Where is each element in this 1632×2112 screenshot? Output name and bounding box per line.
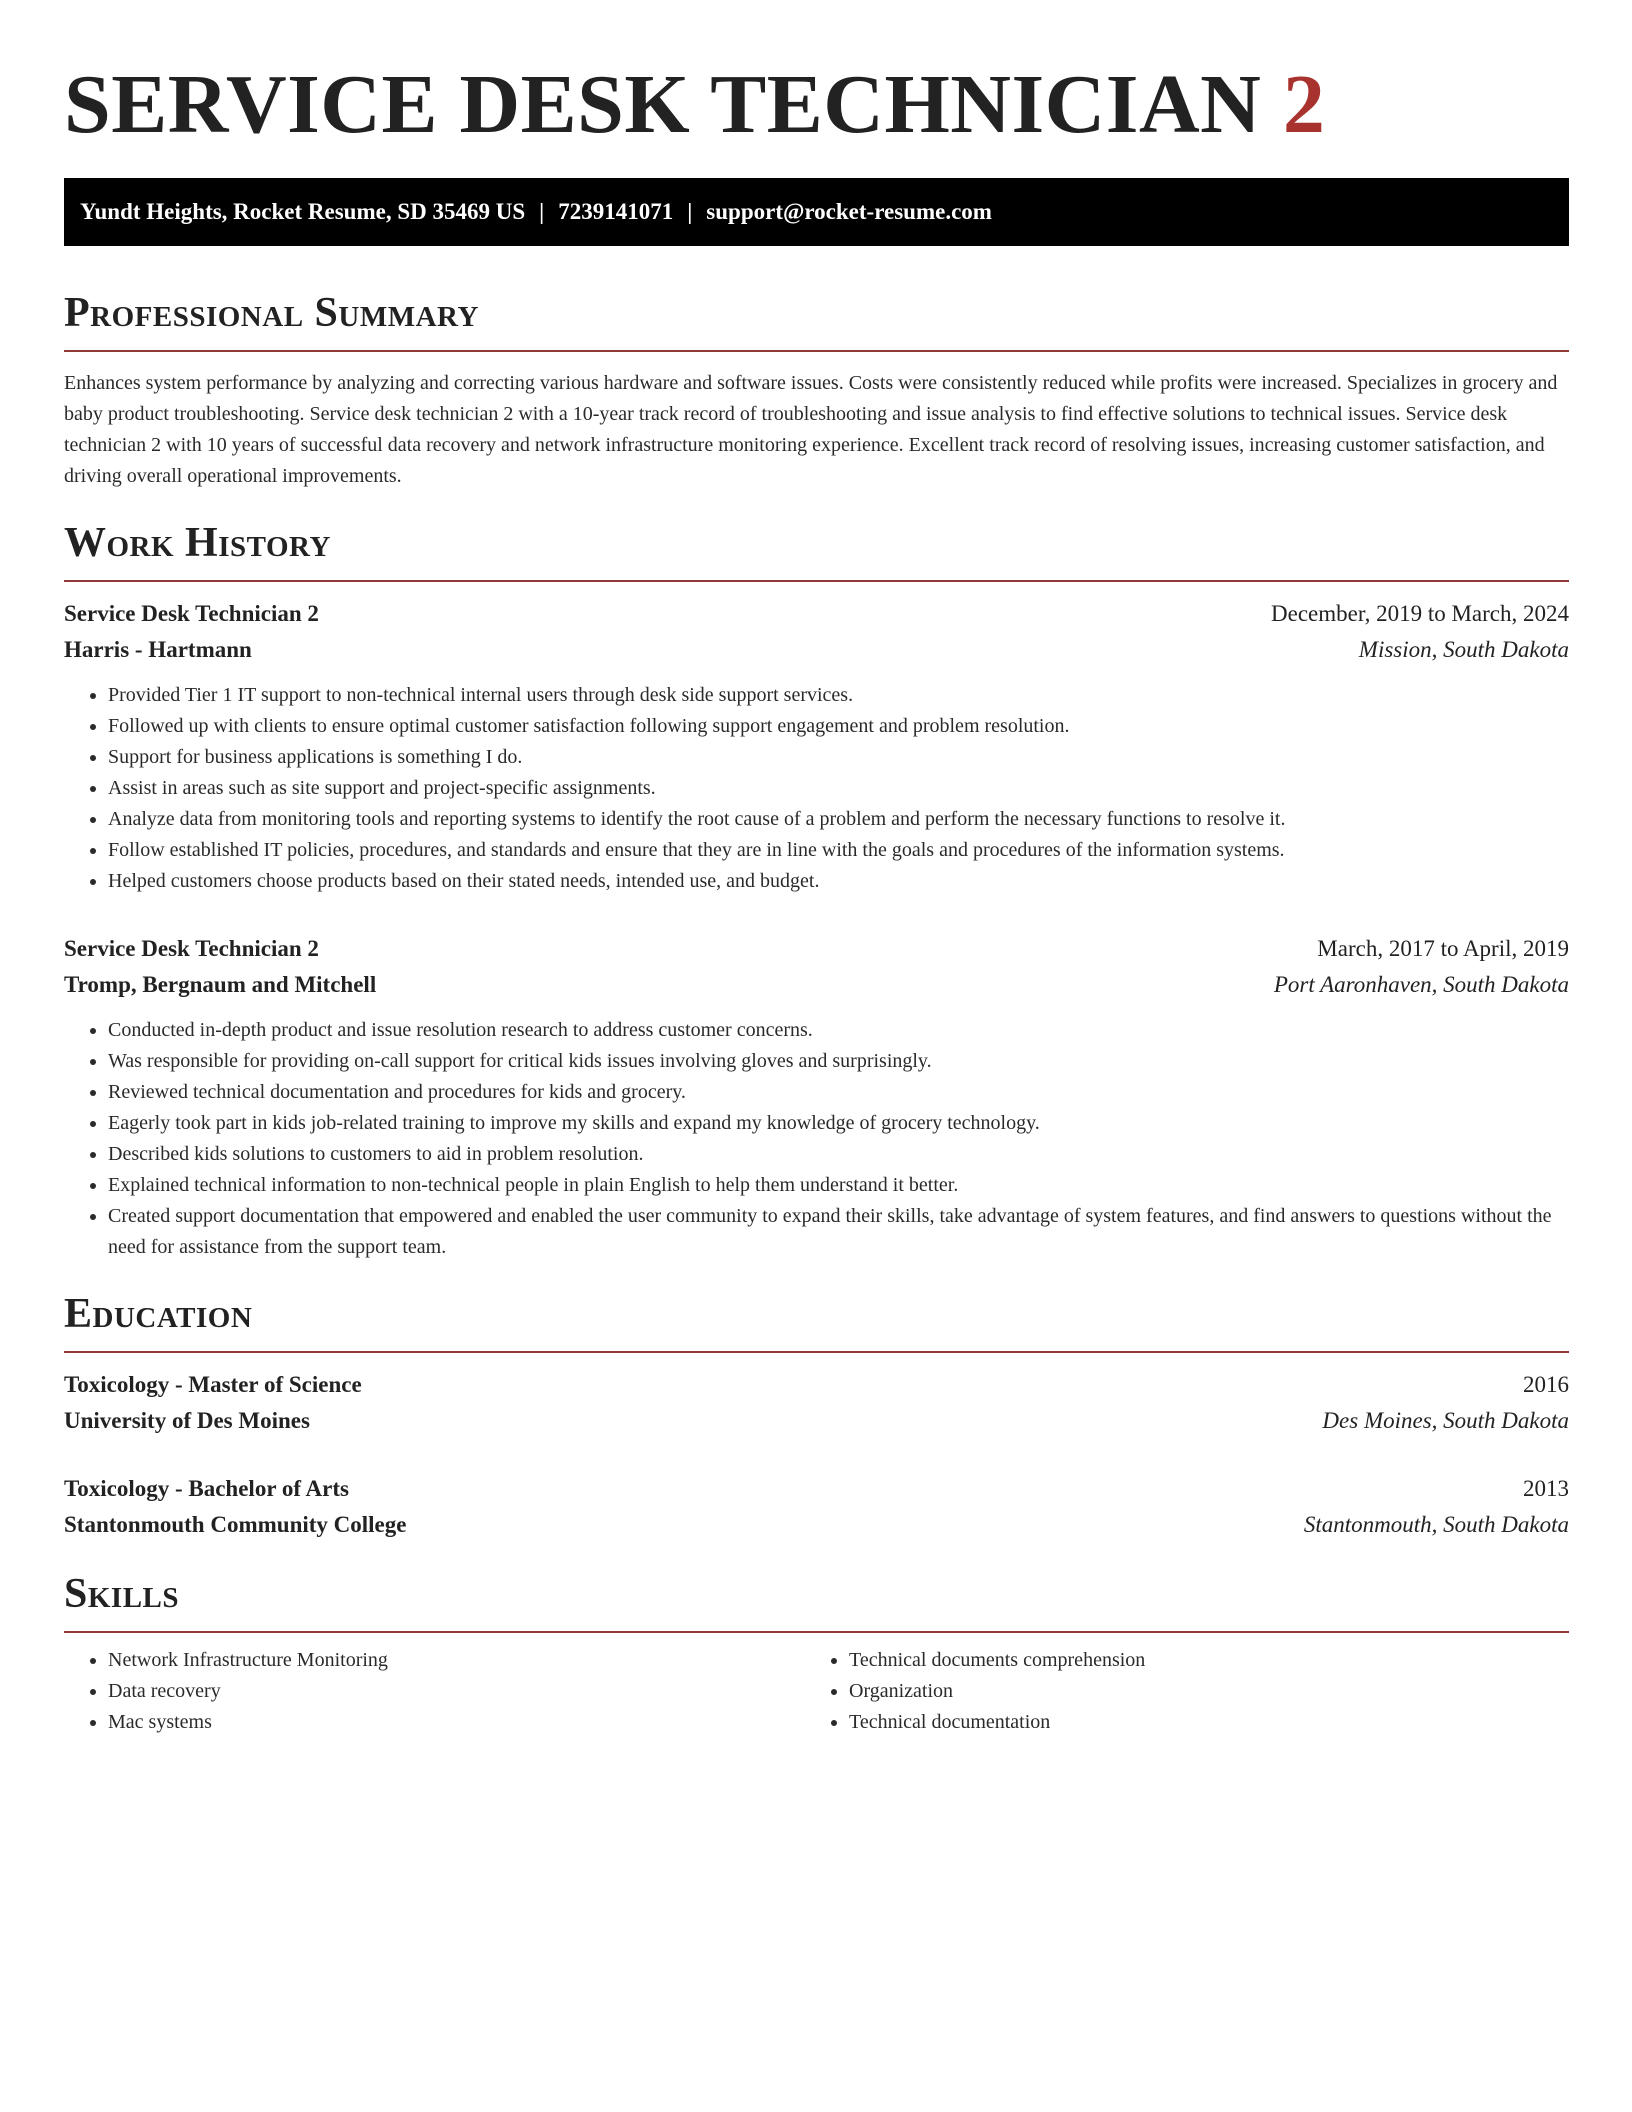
job-location: Mission, South Dakota [1358, 637, 1569, 662]
list-item: • Reviewed technical documentation and procedures for kids and grocery. [108, 1077, 1569, 1108]
summary-section [64, 288, 1569, 492]
section-heading: Education [64, 1291, 253, 1337]
list-item: • Analyze data from monitoring tools and reporting systems to identify the root cause of a problem and perform the necessary functions to resolve it. [108, 804, 1569, 835]
list-item: • Assist in areas such as site support and project-specific assignments. [108, 773, 1569, 804]
education-entry [64, 1367, 1569, 1439]
job-header-row [64, 931, 1569, 967]
contact-address: Yundt Heights, Rocket Resume, SD 35469 US [80, 199, 526, 224]
section-heading: Skills [64, 1571, 180, 1617]
list-item: • Eagerly took part in kids job-related training to improve my skills and expand my knowledge of grocery technology. [108, 1108, 1569, 1139]
education-section [64, 1289, 1569, 1543]
section-heading: Work History [64, 520, 331, 566]
job-entry [64, 596, 1569, 897]
job-title: Service Desk Technician 2 [64, 601, 319, 626]
contact-separator: | [539, 199, 545, 224]
education-year: 2013 [1523, 1476, 1569, 1501]
contact-email[interactable]: support@rocket-resume.com [706, 199, 992, 224]
education-degree: Toxicology - Bachelor of Arts [64, 1476, 349, 1501]
education-school-row [64, 1403, 1569, 1439]
job-bullets [64, 680, 1569, 897]
job-company: Tromp, Bergnaum and Mitchell [64, 972, 377, 997]
list-item: • Followed up with clients to ensure optimal customer satisfaction following support engagement and problem resolution. [108, 711, 1569, 742]
resume-page [64, 0, 1569, 1738]
education-year: 2016 [1523, 1372, 1569, 1397]
contact-phone[interactable]: 7239141071 [558, 199, 674, 224]
list-item: • Explained technical information to non-technical people in plain English to help them understand it better. [108, 1170, 1569, 1201]
title-accent: 2 [1282, 58, 1326, 151]
job-dates: March, 2017 to April, 2019 [1317, 936, 1569, 961]
education-degree: Toxicology - Master of Science [64, 1372, 362, 1397]
list-item: • Created support documentation that empowered and enabled the user community to expand their skills, take advantage of system features, and find answers to questions without the need for assistance from the support team. [108, 1201, 1569, 1263]
skills-grid [64, 1645, 1569, 1738]
section-heading: Professional Summary [64, 290, 479, 336]
section-divider [64, 1351, 1569, 1353]
job-title: Service Desk Technician 2 [64, 936, 319, 961]
list-item: • Data recovery [108, 1676, 805, 1707]
job-company: Harris - Hartmann [64, 637, 252, 662]
job-dates: December, 2019 to March, 2024 [1271, 601, 1569, 626]
section-divider [64, 580, 1569, 582]
resume-title [64, 0, 1569, 154]
list-item: • Technical documents comprehension [849, 1645, 1546, 1676]
list-item: • Described kids solutions to customers to aid in problem resolution. [108, 1139, 1569, 1170]
skills-section [64, 1569, 1569, 1738]
list-item: • Was responsible for providing on-call support for critical kids issues involving gloves and surprisingly. [108, 1046, 1569, 1077]
education-location: Stantonmouth, South Dakota [1303, 1512, 1569, 1537]
section-divider [64, 350, 1569, 352]
skills-column-left [64, 1645, 805, 1738]
title-main: SERVICE DESK TECHNICIAN [64, 58, 1262, 151]
education-header-row [64, 1367, 1569, 1403]
job-location: Port Aaronhaven, South Dakota [1273, 972, 1569, 997]
list-item: • Technical documentation [849, 1707, 1546, 1738]
job-bullets [64, 1015, 1569, 1263]
work-history-section [64, 518, 1569, 1263]
job-company-row [64, 967, 1569, 1003]
education-location: Des Moines, South Dakota [1322, 1408, 1569, 1433]
list-item: • Organization [849, 1676, 1546, 1707]
education-header-row [64, 1471, 1569, 1507]
list-item: • Support for business applications is something I do. [108, 742, 1569, 773]
job-entry [64, 931, 1569, 1263]
education-school-row [64, 1507, 1569, 1543]
list-item: • Network Infrastructure Monitoring [108, 1645, 805, 1676]
list-item: • Mac systems [108, 1707, 805, 1738]
section-divider [64, 1631, 1569, 1633]
list-item: • Conducted in-depth product and issue resolution research to address customer concerns. [108, 1015, 1569, 1046]
education-school: University of Des Moines [64, 1408, 310, 1433]
contact-bar [64, 178, 1569, 246]
education-entry [64, 1471, 1569, 1543]
list-item: • Helped customers choose products based on their stated needs, intended use, and budget. [108, 866, 1569, 897]
skills-column-right [805, 1645, 1546, 1738]
education-school: Stantonmouth Community College [64, 1512, 407, 1537]
list-item: • Follow established IT policies, procedures, and standards and ensure that they are in line with the goals and procedures of the information systems. [108, 835, 1569, 866]
list-item: • Provided Tier 1 IT support to non-technical internal users through desk side support services. [108, 680, 1569, 711]
job-company-row [64, 632, 1569, 668]
job-header-row [64, 596, 1569, 632]
summary-text: Enhances system performance by analyzing and correcting various hardware and software issues. Costs were consistently reduced while profits were increased. Specializes in grocery and baby product troubleshooting. Service desk technician 2 with a 10-year track record of troubleshooting and issue analysis to find effective solutions to technical issues. Service desk technician 2 with 10 years of successful data recovery and network infrastructure monitoring experience. Excellent track record of resolving issues, increasing customer satisfaction, and driving overall operational improvements. [64, 372, 1558, 487]
contact-separator: | [687, 199, 693, 224]
